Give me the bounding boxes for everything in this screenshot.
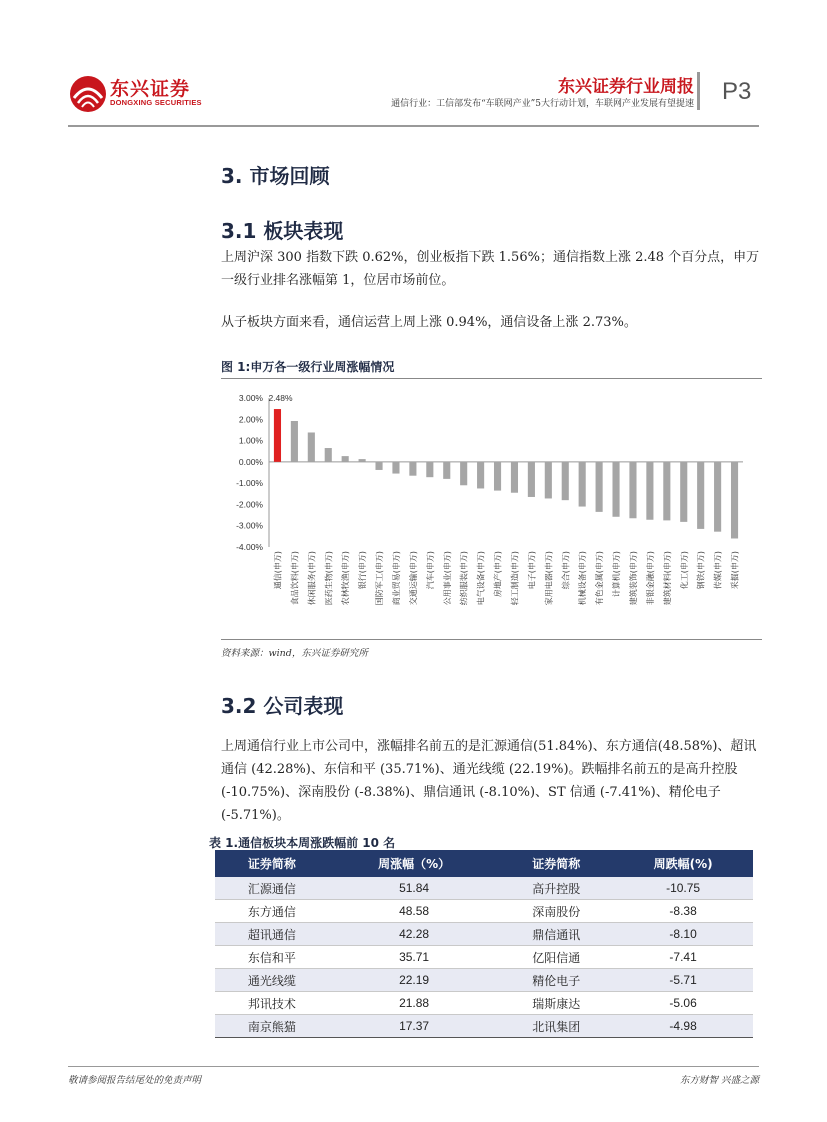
loss-pct: -5.71: [613, 969, 753, 992]
gain-pct: 35.71: [329, 946, 500, 969]
category-label: 化工(申万): [679, 551, 689, 590]
figure-source: 资料来源：wind，东兴证券研究所: [221, 648, 368, 659]
loser-name: 瑞斯康达: [499, 992, 613, 1015]
gain-pct: 22.19: [329, 969, 500, 992]
category-label: 轻工制造(申万): [510, 551, 520, 606]
category-label: 食品饮料(申万): [290, 551, 300, 606]
category-label: 通信(申万): [273, 551, 283, 590]
header-rule: [68, 125, 759, 127]
col-header-gain-pct: 周涨幅（%）: [329, 850, 500, 877]
report-subtitle: 通信行业：工信部发布“车联网产业”5大行动计划，车联网产业发展有望提速: [391, 99, 694, 109]
gainer-name: 通光线缆: [215, 969, 329, 992]
loser-name: 精伦电子: [499, 969, 613, 992]
loser-name: 鼎信通讯: [499, 923, 613, 946]
logo-text: 东兴证券: [110, 78, 191, 100]
gainer-name: 超讯通信: [215, 923, 329, 946]
gain-pct: 51.84: [329, 877, 500, 900]
loser-name: 亿阳信通: [499, 946, 613, 969]
category-label: 休闲服务(申万): [307, 551, 317, 606]
paragraph-company-summary: 上周通信行业上市公司中，涨幅排名前五的是汇源通信(51.84%)、东方通信(48.58%)、超讯通信 (42.28%)、东信和平 (35.71%)、通光线缆 (22.19%)。跌幅排名前五的是高升控股 (-10.75%)、深南股份 (-8.38%)、鼎信通讯 (-8.10%)、ST 信通 (-7.41%)、精伦电子 (-5.71%)。: [221, 739, 757, 823]
category-label: 公用事业(申万): [442, 551, 452, 606]
bar-家用电器(申万): [545, 462, 552, 499]
category-label: 商业贸易(申万): [391, 551, 401, 606]
bar-公用事业(申万): [443, 462, 450, 479]
gain-pct: 17.37: [329, 1015, 500, 1038]
table-title: 表 1.通信板块本周涨跌幅前 10 名: [209, 836, 396, 850]
table-row: [215, 1015, 753, 1038]
category-label: 综合(申万): [561, 551, 571, 590]
bar-非银金融(申万): [646, 462, 653, 520]
category-label: 建筑材料(申万): [662, 551, 672, 606]
company-logo: [68, 72, 208, 116]
table-row: [215, 946, 753, 969]
paragraph-index-summary: 上周沪深 300 指数下跌 0.62%，创业板指下跌 1.56%；通信指数上涨 2.48 个百分点，申万一级行业排名涨幅第 1，位居市场前位。: [221, 250, 760, 288]
bar-采掘(申万): [731, 462, 738, 539]
bar-纺织服装(申万): [460, 462, 467, 485]
gainer-name: 邦讯技术: [215, 992, 329, 1015]
category-label: 农林牧渔(申万): [341, 551, 351, 606]
loss-pct: -8.38: [613, 900, 753, 923]
category-label: 纺织服装(申万): [459, 551, 469, 606]
col-header-gainer-name: 证券简称: [215, 850, 329, 877]
loss-pct: -5.06: [613, 992, 753, 1015]
y-tick-label: 2.00%: [238, 414, 263, 425]
category-label: 汽车(申万): [425, 551, 435, 590]
bar-计算机(申万): [612, 462, 619, 517]
category-label: 传媒(申万): [713, 551, 723, 590]
bar-传媒(申万): [714, 462, 721, 532]
loser-name: 北讯集团: [499, 1015, 613, 1038]
category-label: 医药生物(申万): [324, 551, 334, 606]
bar-机械设备(申万): [579, 462, 586, 507]
bar-电气设备(申万): [477, 462, 484, 489]
disclaimer-note: 敬请参阅报告结尾处的免责声明: [68, 1075, 202, 1086]
logo-subtext: DONGXING SECURITIES: [110, 98, 202, 107]
figure-title: 图 1:申万各一级行业周涨幅情况: [221, 360, 395, 374]
table-row: [215, 923, 753, 946]
gain-pct: 48.58: [329, 900, 500, 923]
gainer-name: 汇源通信: [215, 877, 329, 900]
bar-银行(申万): [359, 459, 366, 462]
loser-name: 高升控股: [499, 877, 613, 900]
y-tick-label: -3.00%: [236, 520, 263, 531]
y-tick-label: -1.00%: [236, 478, 263, 489]
category-label: 钢铁(申万): [696, 551, 706, 590]
category-label: 房地产(申万): [493, 551, 503, 598]
y-tick-label: 0.00%: [238, 456, 263, 467]
bar-通信(申万): [274, 409, 281, 462]
bar-电子(申万): [528, 462, 535, 497]
gainer-name: 南京熊猫: [215, 1015, 329, 1038]
bar-食品饮料(申万): [291, 421, 298, 462]
category-label: 银行(申万): [358, 551, 368, 590]
category-label: 国防军工(申万): [375, 551, 385, 606]
bar-房地产(申万): [494, 462, 501, 491]
report-title: 东兴证券行业周报: [558, 77, 694, 97]
footer-slogan: 东方财智 兴盛之源: [679, 1075, 759, 1086]
gainer-name: 东信和平: [215, 946, 329, 969]
bar-有色金属(申万): [596, 462, 603, 512]
loss-pct: -4.98: [613, 1015, 753, 1038]
page-number: P3: [722, 78, 752, 105]
bar-医药生物(申万): [325, 448, 332, 462]
section-heading-market-review: 3. 市场回顾: [221, 164, 330, 188]
table-header-row: [215, 850, 753, 877]
category-label: 交通运输(申万): [408, 551, 418, 606]
top10-change-table: [215, 850, 753, 1038]
logo-mark-icon: [68, 74, 108, 114]
bar-交通运输(申万): [409, 462, 416, 476]
figure-top-rule: [221, 378, 762, 379]
bar-轻工制造(申万): [511, 462, 518, 493]
gainer-name: 东方通信: [215, 900, 329, 923]
category-label: 有色金属(申万): [595, 551, 605, 606]
loss-pct: -7.41: [613, 946, 753, 969]
section-heading-company-performance: 3.2 公司表现: [221, 694, 344, 718]
loser-name: 深南股份: [499, 900, 613, 923]
bar-综合(申万): [562, 462, 569, 500]
category-label: 采掘(申万): [730, 551, 740, 590]
bar-休闲服务(申万): [308, 432, 315, 461]
col-header-loser-name: 证券简称: [499, 850, 613, 877]
industry-weekly-change-chart: [221, 383, 751, 633]
loss-pct: -8.10: [613, 923, 753, 946]
category-label: 非银金融(申万): [645, 551, 655, 606]
loss-pct: -10.75: [613, 877, 753, 900]
table-row: [215, 900, 753, 923]
section-heading-sector-performance: 3.1 板块表现: [221, 219, 344, 243]
y-tick-label: 1.00%: [238, 435, 263, 446]
bar-国防军工(申万): [375, 462, 382, 470]
bar-汽车(申万): [426, 462, 433, 477]
category-label: 机械设备(申万): [578, 551, 588, 606]
highlight-data-label: 2.48%: [268, 393, 293, 403]
category-label: 建筑装饰(申万): [628, 551, 638, 606]
bar-钢铁(申万): [697, 462, 704, 529]
y-tick-label: -2.00%: [236, 499, 263, 510]
table-row: [215, 969, 753, 992]
table-row: [215, 877, 753, 900]
category-label: 电气设备(申万): [476, 551, 486, 606]
footer-rule: [68, 1066, 759, 1067]
bar-建筑材料(申万): [663, 462, 670, 521]
category-label: 家用电器(申万): [544, 551, 554, 606]
category-label: 计算机(申万): [612, 551, 622, 598]
gain-pct: 42.28: [329, 923, 500, 946]
bar-化工(申万): [680, 462, 687, 522]
y-tick-label: 3.00%: [238, 393, 263, 403]
y-tick-label: -4.00%: [236, 542, 263, 552]
bar-农林牧渔(申万): [342, 456, 349, 462]
table-row: [215, 992, 753, 1015]
figure-bottom-rule: [221, 639, 762, 640]
col-header-loss-pct: 周跌幅(%): [613, 850, 753, 877]
gain-pct: 21.88: [329, 992, 500, 1015]
bar-建筑装饰(申万): [629, 462, 636, 518]
category-label: 电子(申万): [527, 551, 537, 590]
paragraph-subsector: 从子板块方面来看，通信运营上周上涨 0.94%，通信设备上涨 2.73%。: [221, 315, 637, 330]
bar-商业贸易(申万): [392, 462, 399, 474]
header-divider: [697, 72, 700, 110]
